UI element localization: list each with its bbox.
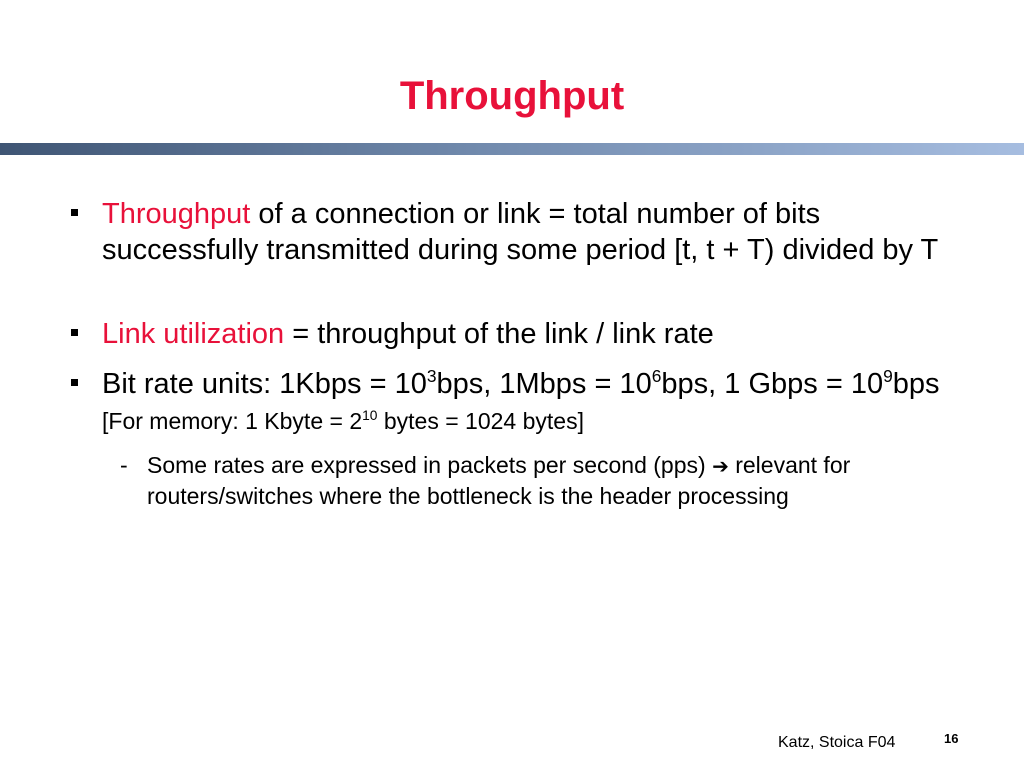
memory-note <box>102 408 584 434</box>
superscript: 9 <box>883 365 893 386</box>
bullet-link-utilization <box>102 316 962 352</box>
bullet-throughput <box>102 196 962 268</box>
term-throughput: Throughput <box>102 198 251 230</box>
bullet-text-part: bps, 1 Gbps = 10 <box>661 368 884 400</box>
dash-marker: - <box>120 452 128 478</box>
footer-author: Katz, Stoica F04 <box>778 734 896 751</box>
title-divider <box>0 143 1024 155</box>
page-number: 16 <box>944 731 959 746</box>
sub-bullet-text: Some rates are expressed in packets per second (pps) <box>147 452 713 478</box>
bullet-text-part: bps <box>892 368 940 400</box>
bullet-text-part: Bit rate units: 1Kbps = 10 <box>102 368 427 400</box>
memory-note-part: [For memory: 1 Kbyte = 2 <box>102 408 363 434</box>
bullet-text: of a connection or link = total number of bits successfully transmitted during some period [t, t + T) divided by T <box>102 198 939 266</box>
sub-bullet-text: relevant for routers/switches where the bottleneck is the header processing <box>147 452 851 509</box>
superscript: 3 <box>426 365 437 386</box>
superscript: 10 <box>362 408 378 424</box>
term-link-utilization: Link utilization <box>102 318 285 350</box>
slide-title: Throughput <box>399 74 625 118</box>
superscript: 6 <box>651 365 662 386</box>
memory-note-part: bytes = 1024 bytes] <box>377 408 584 434</box>
bullet-text-part: bps, 1Mbps = 10 <box>436 368 652 400</box>
square-bullet-icon <box>71 379 78 386</box>
square-bullet-icon <box>71 209 78 216</box>
bullet-text: = throughput of the link / link rate <box>284 318 714 350</box>
sub-bullet-pps <box>120 450 967 511</box>
bullet-bit-rate-units <box>102 366 962 439</box>
square-bullet-icon <box>71 329 78 336</box>
arrow-right-icon: ➔ <box>712 454 729 478</box>
